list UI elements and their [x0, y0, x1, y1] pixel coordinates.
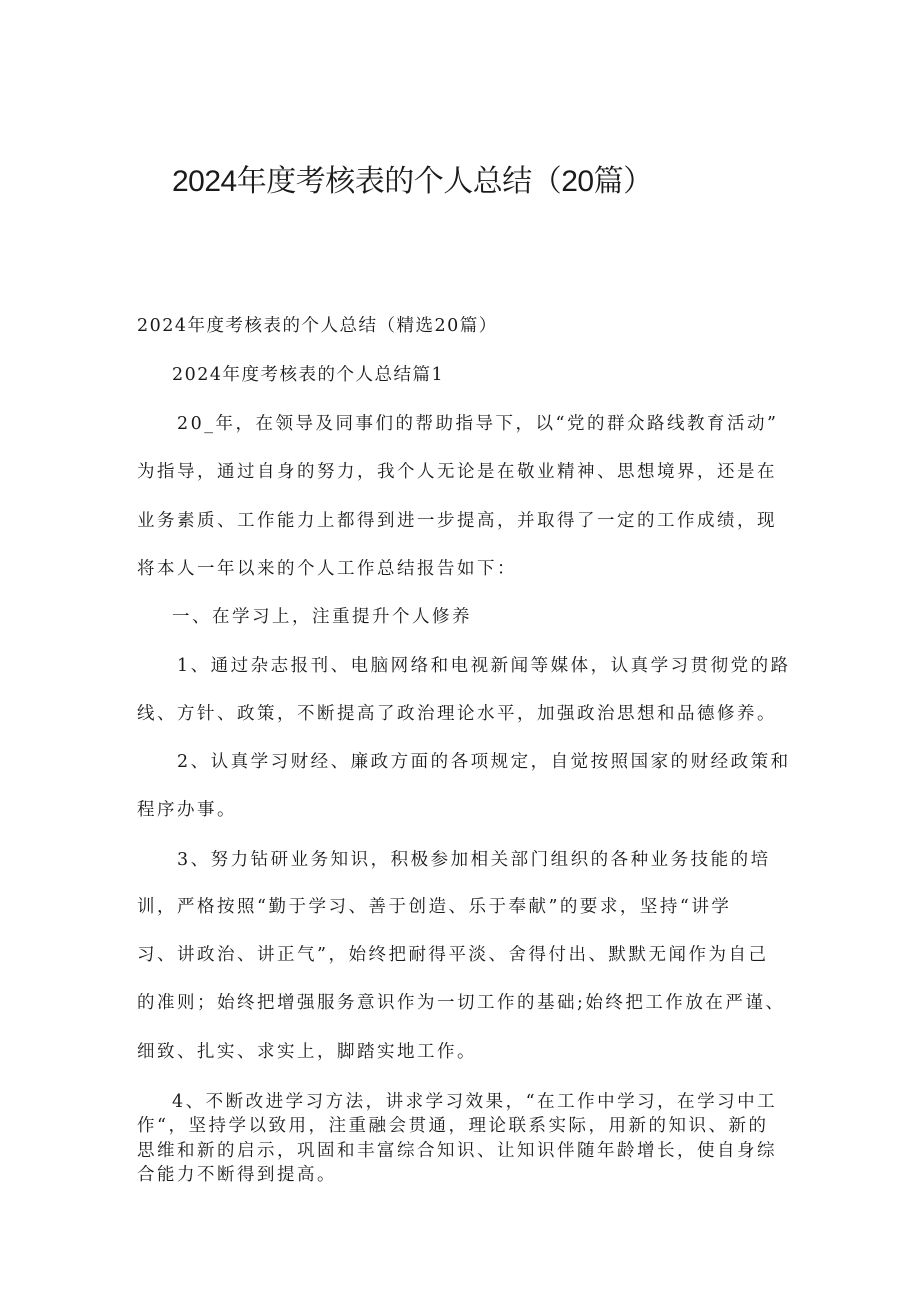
paragraph-line: 习、讲政治、讲正气”，始终把耐得平淡、舍得付出、默默无闻作为自己 — [137, 945, 769, 965]
paragraph-line: 20_年，在领导及同事们的帮助指导下，以“党的群众路线教育活动” — [177, 414, 779, 434]
paragraph-line: 业务素质、工作能力上都得到进一步提高，并取得了一定的工作成绩，现 — [137, 511, 777, 531]
paragraph-line: 合能力不断得到提高。 — [137, 1165, 337, 1185]
subsection-heading: 一、在学习上，注重提升个人修养 — [172, 607, 472, 627]
paragraph-line: 细致、扎实、求实上，脚踏实地工作。 — [137, 1042, 477, 1062]
section-heading: 2024年度考核表的个人总结篇1 — [172, 365, 445, 385]
paragraph-line: 线、方针、政策，不断提高了政治理论水平，加强政治思想和品德修养。 — [137, 704, 777, 724]
paragraph-line: 2、认真学习财经、廉政方面的各项规定，自觉按照国家的财经政策和 — [177, 752, 791, 772]
paragraph-line: 思维和新的启示，巩固和丰富综合知识、让知识伴随年龄增长，使自身综 — [137, 1141, 777, 1161]
paragraph-line: 将本人一年以来的个人工作总结报告如下： — [137, 559, 517, 579]
paragraph-line: 为指导，通过自身的努力，我个人无论是在敬业精神、思想境界，还是在 — [137, 462, 777, 482]
paragraph-line: 作“，坚持学以致用，注重融会贯通，理论联系实际，用新的知识、新的 — [137, 1116, 769, 1136]
paragraph-line: 的准则；始终把增强服务意识作为一切工作的基础;始终把工作放在严谨、 — [137, 993, 786, 1013]
paragraph-line: 训，严格按照“勤于学习、善于创造、乐于奉献”的要求，坚持“讲学 — [137, 897, 732, 917]
paragraph-line: 程序办事。 — [137, 800, 237, 820]
paragraph-line: 1、通过杂志报刊、电脑网络和电视新闻等媒体，认真学习贯彻党的路 — [177, 656, 791, 676]
paragraph-line: 3、努力钻研业务知识，积极参加相关部门组织的各种业务技能的培 — [177, 850, 771, 870]
document-title: 2024年度考核表的个人总结（20篇） — [172, 165, 653, 198]
paragraph-line: 4、不断改进学习方法，讲求学习效果，“在工作中学习，在学习中工 — [172, 1092, 778, 1112]
document-subtitle: 2024年度考核表的个人总结（精选20篇） — [137, 316, 498, 336]
